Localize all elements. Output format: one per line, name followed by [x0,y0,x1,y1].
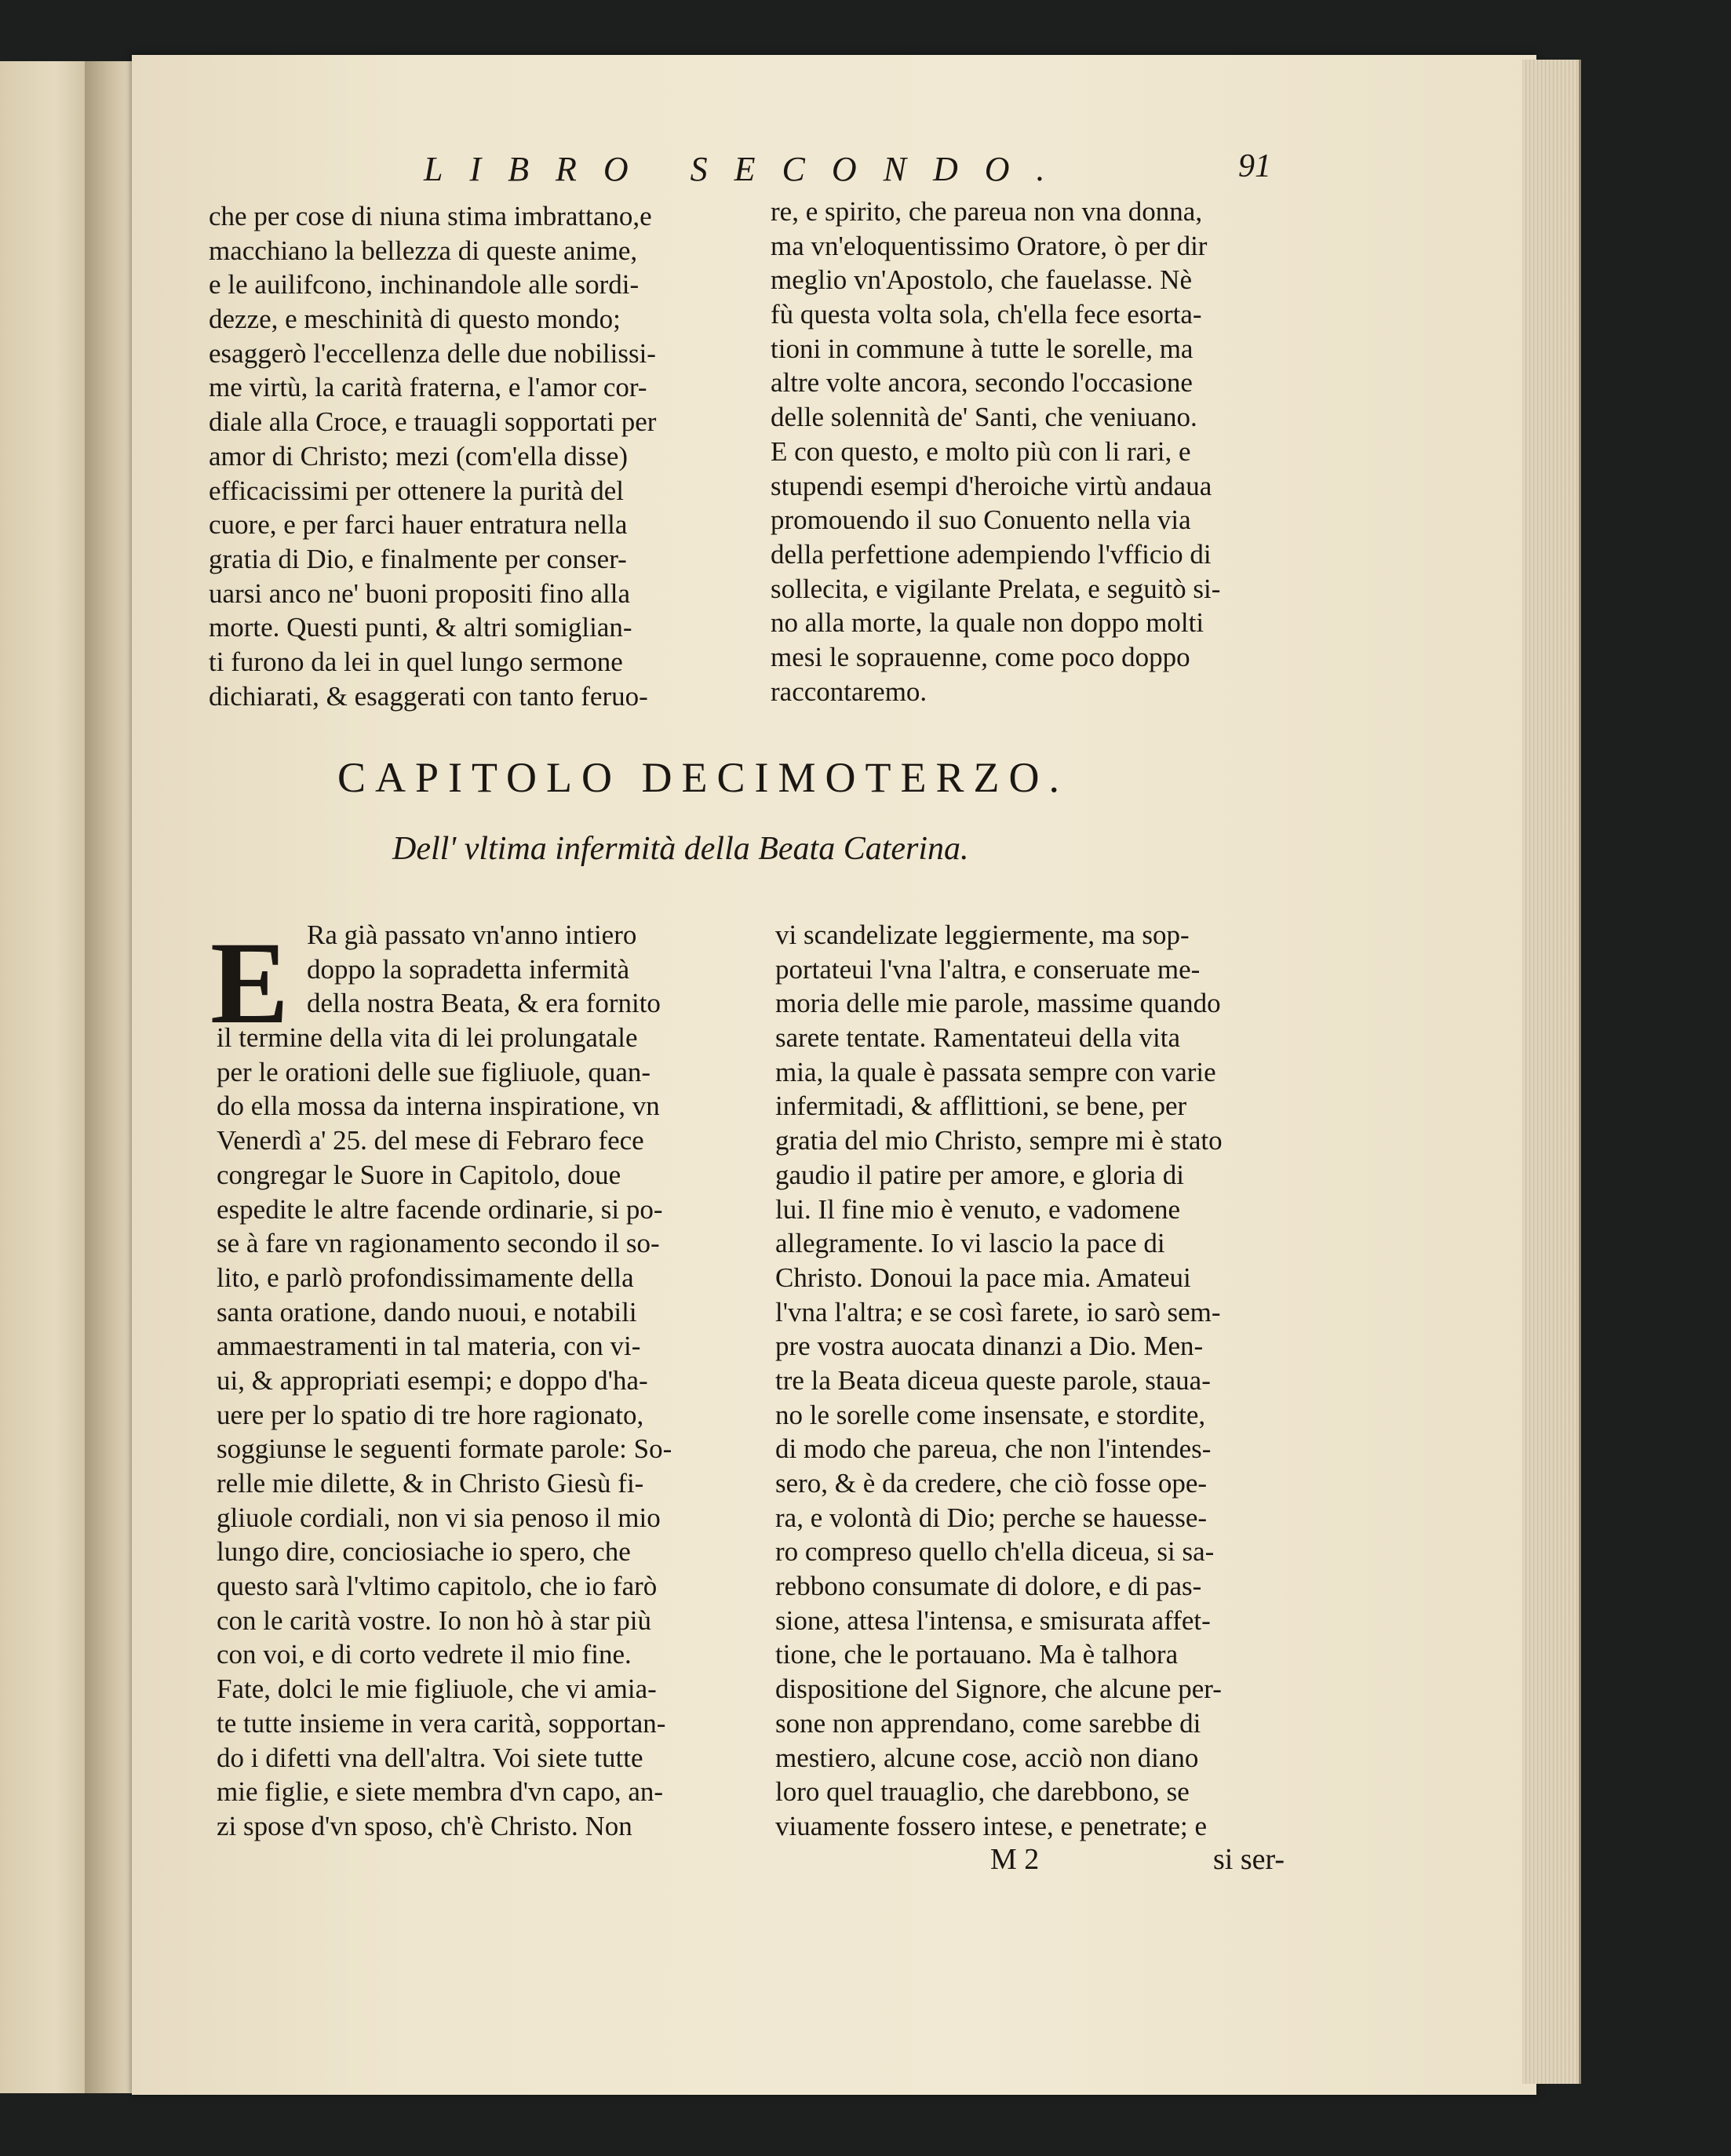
text-line: mia, la quale è passata sempre con varie [775,1056,1216,1087]
text-line: sollecita, e vigilante Prelata, e seguitò si- [771,573,1221,604]
text-line: viuamente fossero intese, e penetrate; e [775,1810,1208,1841]
text-line: pre vostra auocata dinanzi a Dio. Men- [775,1331,1204,1362]
text-line: Venerdì a' 25. del mese di Febraro fece [217,1125,644,1156]
text-line: raccontaremo. [771,676,927,707]
text-line: della perfettione adempiendo l'vfficio di [771,538,1212,570]
text-line: di modo che pareua, che non l'intendes- [775,1433,1212,1465]
text-line: vi scandelizate leggiermente, ma sop- [775,920,1190,950]
text-line: ro compreso quello ch'ella diceua, si sa- [775,1536,1215,1568]
text-line: ui, & appropriati esempi; e doppo d'ha- [217,1364,648,1396]
text-line: E con questo, e molto più con li rari, e [771,435,1191,467]
text-line: gliuole cordiali, non vi sia penoso il mio [217,1502,661,1533]
text-line: meglio vn'Apostolo, che fauelasse. Nè [771,264,1192,296]
text-line: tre la Beata diceua queste parole, stauа- [775,1364,1211,1396]
page-stack-edges [1522,60,1581,2084]
text-line: cuore, e per farci hauer entratura nella [209,509,628,541]
page-number: 91 [1238,148,1271,184]
text-line: lito, e parlò profondissimamente della [217,1262,634,1293]
text-line: fù questa volta sola, ch'ella fece esorta- [771,299,1202,330]
text-line: tione, che le portauano. Ma è talhora [775,1639,1179,1670]
text-line: gratia del mio Christo, sempre mi è stato [775,1125,1223,1156]
text-line: portateui l'vna l'altra, e conseruate me- [775,953,1201,985]
text-line: rebbono consumate di dolore, e di pas- [775,1571,1202,1602]
text-line: congregar le Suore in Capitolo, doue [217,1159,621,1190]
text-line: Christo. Donoui la pace mia. Amateui [775,1262,1191,1293]
text-line: espedite le altre facende ordinarie, si po- [217,1193,663,1225]
chapter-title: CAPITOLO DECIMOTERZO. [337,754,1069,801]
text-line: morte. Questi punti, & altri somiglian- [209,612,632,643]
text-line: Ra già passato vn'anno intiero [307,920,637,950]
text-line: mesi le soprauenne, come poco doppo [771,641,1190,672]
text-column-right-top [771,195,1310,708]
text-column-right-bottom [775,918,1317,1844]
text-line: promouendo il suo Conuento nella via [771,504,1191,536]
text-line: gaudio il patire per amore, e gloria di [775,1159,1184,1190]
text-line: per le orationi delle sue figliuole, quan- [217,1056,651,1087]
running-title: LIBRO SECONDO. [424,150,1072,188]
text-line: tioni in commune à tutte le sorelle, ma [771,333,1193,364]
text-line: della nostra Beata, & era fornito [307,988,661,1019]
text-line: doppo la sopradetta infermità [307,953,630,985]
text-line: moria delle mie parole, massime quando [775,988,1221,1019]
text-line: lui. Il fine mio è venuto, e vadomene [775,1193,1181,1225]
signature-mark: M 2 [990,1843,1040,1876]
text-line: Fate, dolci le mie figliuole, che vi amia- [217,1673,657,1705]
text-line: che per cose di niuna stima imbrattano,e [209,201,652,231]
text-line: efficacissimi per ottenere la purità del [209,475,624,506]
text-line: sero, & è da credere, che ciò fosse ope- [775,1468,1208,1499]
text-line: loro quel trauaglio, che darebbono, se [775,1776,1190,1808]
text-column-left-top [209,199,742,713]
chapter-subtitle: Dell' vltima infermità della Beata Caterina. [392,831,969,867]
text-line: mie figlie, e siete membra d'vn capo, an- [217,1776,664,1808]
text-line: dichiarati, & esaggerati con tanto feruo- [209,680,648,712]
text-line: questo sarà l'vltimo capitolo, che io farò [217,1571,658,1602]
text-line: relle mie dilette, & in Christo Giesù fi- [217,1468,644,1499]
text-line: stupendi esempi d'heroiche virtù andaua [771,470,1212,501]
page-footer [990,1842,1285,1877]
text-line: ra, e volontà di Dio; perche se hauesse- [775,1502,1208,1533]
text-line: do i difetti vna dell'altra. Voi siete tutte [217,1742,643,1773]
text-line: lungo dire, conciosiache io spero, che [217,1536,631,1568]
text-line: sarete tentate. Ramentateui della vita [775,1022,1181,1054]
text-line: l'vna l'altra; e se così farete, io sarò sem- [775,1296,1221,1327]
text-line: do ella mossa da interna inspiratione, vn [217,1091,660,1122]
drop-cap-initial: E [210,918,290,1048]
text-line: uere per lo spatio di tre hore ragionato, [217,1399,644,1430]
text-line: con voi, e di corto vedrete il mio fine. [217,1639,632,1670]
text-line: santa oratione, dando nuoui, e notabili [217,1296,637,1327]
text-line: ammaestramenti in tal materia, con vi- [217,1331,641,1362]
text-line: no alla morte, la quale non doppo molti [771,607,1204,639]
text-line: mestiero, alcune cose, acciò non diano [775,1742,1199,1773]
text-line: re, e spirito, che pareua non vna donna, [771,196,1203,227]
text-line: amor di Christo; mezi (com'ella disse) [209,440,629,472]
text-line: allegramente. Io vi lascio la pace di [775,1228,1165,1259]
text-line: il termine della vita di lei prolungatale [217,1022,638,1054]
text-line: dispositione del Signore, che alcune per- [775,1673,1222,1705]
text-line: dezze, e meschinità di questo mondo; [209,304,621,335]
text-line: esaggerò l'eccellenza delle due nobilissi- [209,337,656,369]
text-line: gratia di Dio, e finalmente per conser- [209,543,627,574]
text-line: soggiunse le seguenti formate parole: So- [217,1433,672,1465]
text-line: con le carità vostre. Io non hò à star più [217,1604,651,1636]
text-line: no le sorelle come insensate, e stordite, [775,1399,1206,1430]
text-column-left-bottom [217,918,758,1844]
text-line: zi spose d'vn sposo, ch'è Christo. Non [217,1810,632,1841]
text-line: sone non apprendano, come sarebbe di [775,1707,1201,1739]
text-line: se à fare vn ragionamento secondo il so- [217,1228,660,1259]
text-line: e le auilifcono, inchinandole alle sordi- [209,269,640,300]
text-line: altre volte ancora, secondo l'occasione [771,367,1193,399]
text-line: macchiano la bellezza di queste anime, [209,235,638,266]
text-line: delle solennità de' Santi, che veniuano. [771,402,1197,433]
text-line: infermitadi, & afflittioni, se bene, per [775,1091,1187,1122]
previous-page-edge [0,61,93,2093]
text-line: diale alla Croce, e trauagli sopportati per [209,406,657,438]
text-line: te tutte insieme in vera carità, sopportan- [217,1707,666,1739]
text-line: sione, attesa l'intensa, e smisurata affet- [775,1604,1211,1636]
text-line: me virtù, la carità fraterna, e l'amor cor- [209,372,647,403]
text-line: ti furono da lei in quel lungo sermone [209,646,623,677]
text-line: ma vn'eloquentissimo Oratore, ò per dir [771,230,1208,261]
catchword: si ser- [1213,1843,1285,1876]
text-line: uarsi anco ne' buoni propositi fino alla [209,577,631,609]
